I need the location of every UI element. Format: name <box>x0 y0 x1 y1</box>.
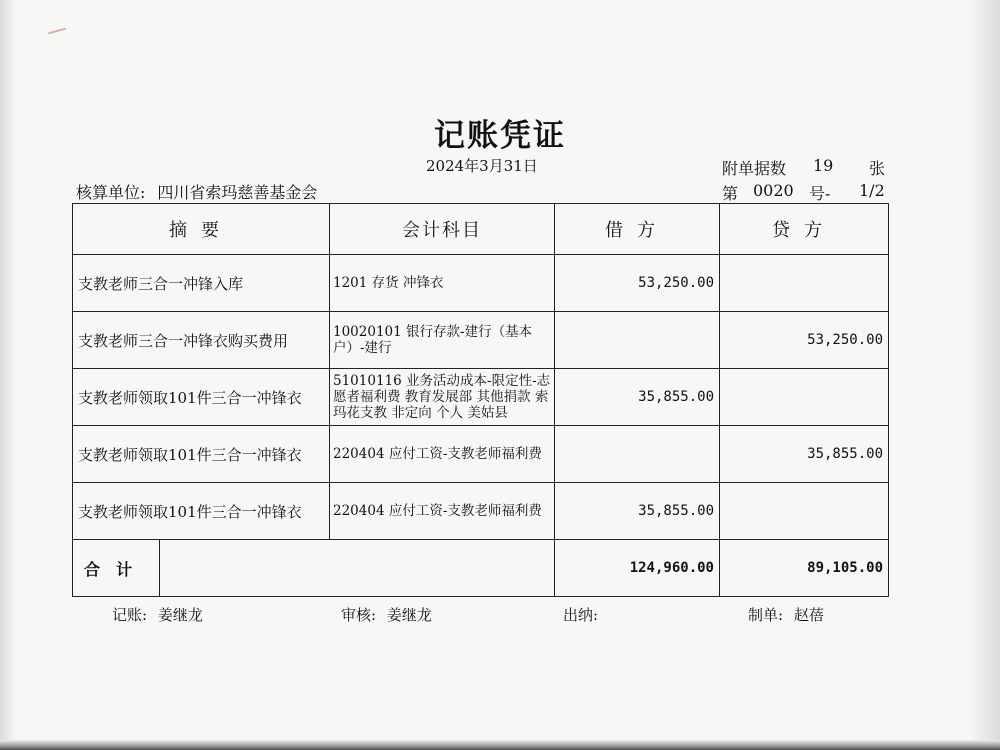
attachments-info <box>722 156 886 179</box>
preparer-label: 制单: <box>748 606 784 624</box>
header-credit: 贷方 <box>720 204 889 255</box>
row-account: 220404 应付工资-支教老师福利费 <box>330 483 555 540</box>
voucher-title: 记账凭证 <box>434 118 566 154</box>
header-summary: 摘要 <box>73 204 330 255</box>
scan-mark <box>48 28 66 35</box>
reviewer-name: 姜继龙 <box>386 606 432 624</box>
attachments-unit: 张 <box>869 159 886 178</box>
row-credit: 35,855.00 <box>720 426 889 483</box>
row-summary: 支教老师领取101件三合一冲锋衣 <box>73 426 330 483</box>
unit-name: 四川省索玛慈善基金会 <box>157 183 318 202</box>
accounting-unit <box>76 180 317 203</box>
preparer-name: 赵蓓 <box>793 606 824 624</box>
voucher-prefix: 第 <box>722 184 739 203</box>
row-credit: 53,250.00 <box>720 312 889 369</box>
reviewer-label: 审核: <box>341 606 377 624</box>
reviewer-sign <box>341 604 432 625</box>
attachments-count: 19 <box>813 156 834 175</box>
row-credit <box>720 369 889 426</box>
row-account: 10020101 银行存款-建行（基本户）-建行 <box>330 312 555 369</box>
attachments-label: 附单据数 <box>722 159 787 178</box>
bookkeeper-name: 姜继龙 <box>157 606 203 624</box>
row-summary: 支教老师三合一冲锋入库 <box>73 255 330 312</box>
row-debit: 35,855.00 <box>555 483 720 540</box>
total-row <box>73 540 889 597</box>
voucher-no: 0020 <box>753 181 794 200</box>
total-debit: 124,960.00 <box>555 540 720 597</box>
row-account: 51010116 业务活动成本-限定性-志愿者福利费 教育发展部 其他捐款 索玛花支教 非定向 个人 美姑县 <box>330 369 555 426</box>
row-account: 1201 存货 冲锋衣 <box>330 255 555 312</box>
table-row <box>73 312 889 369</box>
row-summary: 支教老师领取101件三合一冲锋衣 <box>73 369 330 426</box>
table-row <box>73 426 889 483</box>
row-debit: 35,855.00 <box>555 369 720 426</box>
bookkeeper-label: 记账: <box>112 606 148 624</box>
row-credit <box>720 483 889 540</box>
unit-label: 核算单位: <box>76 183 146 202</box>
voucher-date: 2024年3月31日 <box>426 157 538 175</box>
row-summary: 支教老师三合一冲锋衣购买费用 <box>73 312 330 369</box>
total-label: 合计 <box>73 540 160 596</box>
total-credit: 89,105.00 <box>720 540 889 597</box>
row-account: 220404 应付工资-支教老师福利费 <box>330 426 555 483</box>
table-row <box>73 369 889 426</box>
total-label-cell <box>73 540 555 597</box>
total-blank <box>160 540 554 596</box>
row-debit <box>555 312 720 369</box>
cashier-sign <box>563 604 598 625</box>
voucher-table <box>72 203 889 597</box>
row-summary: 支教老师领取101件三合一冲锋衣 <box>73 483 330 540</box>
scan-edge-bottom <box>0 740 1000 750</box>
header-debit: 借方 <box>555 204 720 255</box>
row-credit <box>720 255 889 312</box>
header-account: 会计科目 <box>330 204 555 255</box>
table-header-row <box>73 204 889 255</box>
preparer-sign <box>748 604 824 625</box>
table-row <box>73 483 889 540</box>
row-debit <box>555 426 720 483</box>
voucher-suffix: 号- <box>809 184 831 203</box>
bookkeeper-sign <box>112 604 203 625</box>
row-debit: 53,250.00 <box>555 255 720 312</box>
voucher-page: 1/2 <box>859 181 885 200</box>
table-row <box>73 255 889 312</box>
cashier-label: 出纳: <box>563 606 599 624</box>
